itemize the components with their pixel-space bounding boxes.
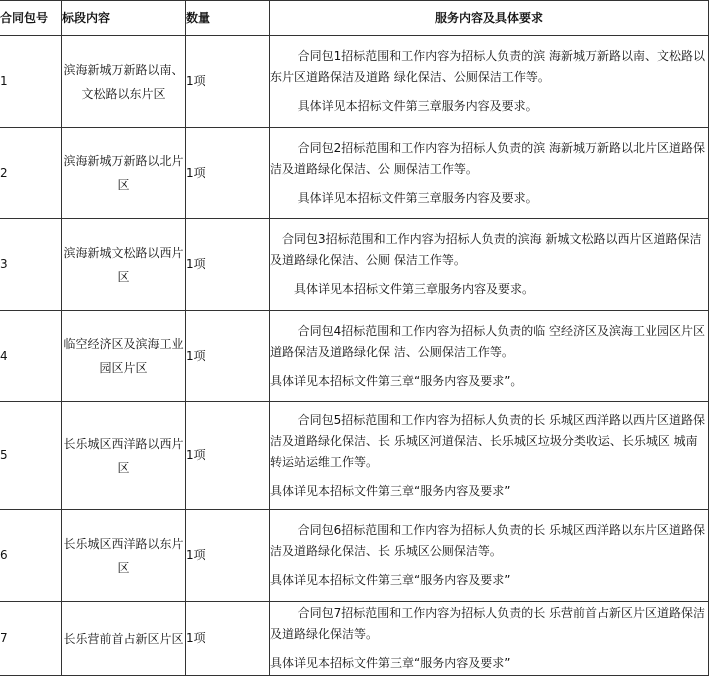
- table-row: [0, 36, 709, 128]
- service-scope-text: 合同包1招标范围和工作内容为招标人负责的滨 海新城万新路以南、文松路以东片区道路保洁及道路 绿化保洁、公厕保洁工作等。: [270, 49, 706, 84]
- package-number: 5: [0, 402, 62, 510]
- service-desc: [270, 128, 709, 219]
- section-content: 滨海新城万新路以北片区: [62, 128, 186, 219]
- service-scope-text: 合同包5招标范围和工作内容为招标人负责的长 乐城区西洋路以西片区道路保洁及道路绿化保洁、长 乐城区河道保洁、长乐城区垃圾分类收运、长乐城区 城南转运站运维工作等。: [270, 412, 706, 469]
- package-number: 6: [0, 510, 62, 602]
- header-package-no: 合同包号: [0, 1, 62, 36]
- section-content: 长乐城区西洋路以西片区: [62, 402, 186, 510]
- header-row: [0, 1, 709, 36]
- header-service-desc: 服务内容及具体要求: [270, 1, 709, 36]
- table-row: [0, 219, 709, 311]
- package-number: 7: [0, 602, 62, 676]
- service-desc: [270, 219, 709, 311]
- quantity: 1项: [186, 510, 270, 602]
- service-desc: [270, 36, 709, 128]
- quantity: 1项: [186, 602, 270, 676]
- section-content: 临空经济区及滨海工业 园区片区: [62, 311, 186, 402]
- service-reference-text: 具体详见本招标文件第三章服务内容及要求。: [294, 282, 535, 296]
- header-section: 标段内容: [62, 1, 186, 36]
- table-row: [0, 311, 709, 402]
- table-row: [0, 402, 709, 510]
- service-desc: [270, 402, 709, 510]
- service-scope-text: 合同包6招标范围和工作内容为招标人负责的长 乐城区西洋路以东片区道路保洁及道路绿化保洁、长 乐城区公厕保洁等。: [270, 523, 706, 558]
- service-desc: [270, 602, 709, 676]
- service-scope-text: 合同包7招标范围和工作内容为招标人负责的长 乐营前首占新区片区道路保洁及道路绿化保洁等。: [270, 606, 706, 641]
- package-number: 4: [0, 311, 62, 402]
- package-number: 2: [0, 128, 62, 219]
- section-content: 滨海新城万新路以南、文松路以东片区: [62, 36, 186, 128]
- service-reference-text: 具体详见本招标文件第三章“服务内容及要求”: [270, 483, 511, 498]
- service-desc: [270, 510, 709, 602]
- section-content: 长乐城区西洋路以东片区: [62, 510, 186, 602]
- quantity: 1项: [186, 36, 270, 128]
- service-reference-text: 具体详见本招标文件第三章“服务内容及要求”: [270, 573, 511, 587]
- service-scope-text: 合同包2招标范围和工作内容为招标人负责的滨 海新城万新路以北片区道路保洁及道路绿化保洁、公 厕保洁工作等。: [270, 140, 706, 176]
- table-row: [0, 510, 709, 602]
- package-number: 1: [0, 36, 62, 128]
- quantity: 1项: [186, 402, 270, 510]
- table-row: [0, 602, 709, 676]
- service-reference-text: 具体详见本招标文件第三章服务内容及要求。: [297, 190, 538, 205]
- quantity: 1项: [186, 219, 270, 311]
- package-number: 3: [0, 219, 62, 311]
- service-desc: [270, 311, 709, 402]
- table-row: [0, 128, 709, 219]
- section-content: 滨海新城文松路以西片区: [62, 219, 186, 311]
- service-scope-text: 合同包3招标范围和工作内容为招标人负责的滨海 新城文松路以西片区道路保洁及道路绿化保洁、公厕 保洁工作等。: [270, 232, 702, 267]
- quantity: 1项: [186, 128, 270, 219]
- service-reference-text: 具体详见本招标文件第三章“服务内容及要求”。: [270, 373, 523, 388]
- service-reference-text: 具体详见本招标文件第三章“服务内容及要求”: [270, 656, 511, 670]
- service-reference-text: 具体详见本招标文件第三章服务内容及要求。: [297, 99, 538, 113]
- quantity: 1项: [186, 311, 270, 402]
- header-quantity: 数量: [186, 1, 270, 36]
- service-scope-text: 合同包4招标范围和工作内容为招标人负责的临 空经济区及滨海工业园区片区道路保洁及道路绿化保 洁、公厕保洁工作等。: [270, 323, 706, 359]
- section-content: 长乐营前首占新区片区: [62, 602, 186, 676]
